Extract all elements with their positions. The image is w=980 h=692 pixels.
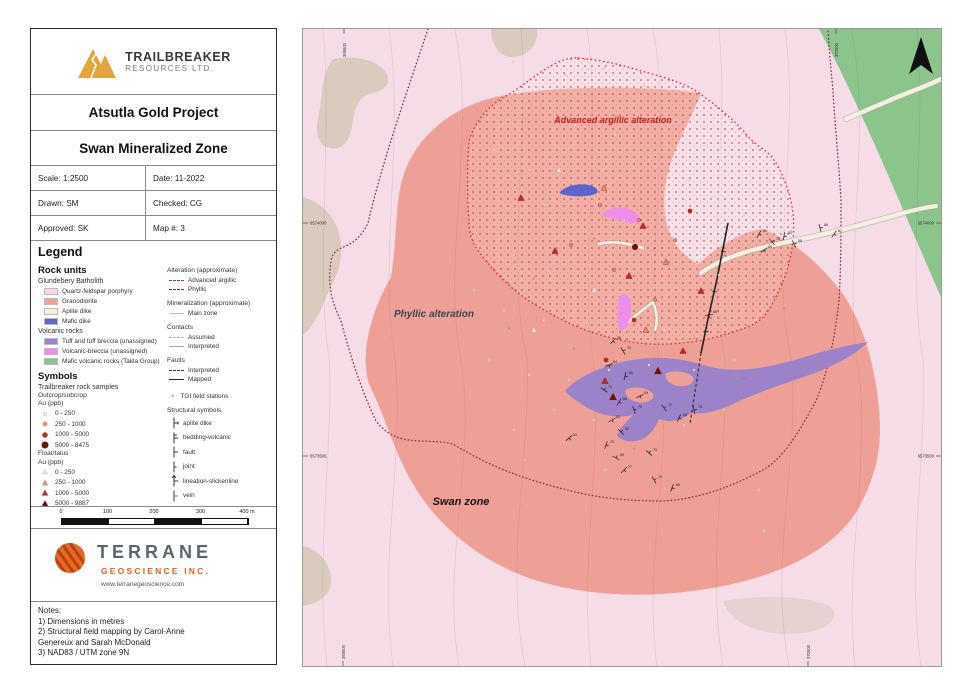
outcrop-sample-point — [569, 243, 572, 246]
dip-value: 62 — [625, 427, 629, 431]
outcrop-class-label: 0 - 250 — [55, 410, 75, 418]
field-station-marker: × — [507, 326, 511, 331]
structural-symbol-glyph — [169, 489, 180, 503]
outcrop-sample-point — [528, 374, 530, 376]
rock-unit-swatch — [44, 318, 58, 325]
rock-unit-swatch — [44, 288, 58, 295]
line-legend-item — [167, 285, 273, 294]
float-class-label: 5000 - 9887 — [55, 500, 90, 507]
title-panel — [30, 28, 277, 665]
field-station-marker: × — [652, 246, 656, 251]
rock-unit-item — [38, 346, 162, 356]
company-logo-block — [31, 29, 276, 95]
dip-value: 71 — [608, 385, 612, 389]
field-station-label: TGI field stations — [180, 393, 229, 400]
float-unit: Au (ppb) — [38, 458, 64, 466]
map-zone-label: Advanced argillic alteration — [554, 115, 672, 125]
outcrop-sample-point — [628, 279, 630, 281]
outcrop-sample-point — [683, 424, 685, 426]
dip-value: 75 — [698, 405, 702, 409]
checked-cell: Checked: CG — [153, 198, 203, 208]
dot-icon — [43, 412, 46, 415]
line-legend-item — [167, 375, 273, 384]
outcrop-sample-point — [608, 369, 610, 371]
outcrop-sample-point — [718, 199, 720, 201]
dip-value: 68 — [683, 413, 687, 417]
dip-value: 80 — [629, 371, 633, 375]
float-class-item — [38, 477, 162, 488]
grid-label: 6573500 — [917, 453, 934, 459]
line-group-heading: Contacts — [167, 324, 194, 331]
approved-cell: Approved: SK — [31, 216, 146, 240]
line-legend-list — [167, 267, 273, 384]
terrane-url: www.terranegeoscience.com — [101, 581, 185, 588]
outcrop-sample-point — [648, 364, 650, 366]
float-class-item — [38, 488, 162, 499]
outcrop-sample-point — [543, 204, 545, 206]
structural-symbols-heading: Structural symbols — [167, 407, 222, 414]
info-row — [31, 216, 276, 241]
field-station-marker: × — [532, 276, 536, 281]
outcrop-sample-point — [513, 254, 515, 256]
rock-unit-label: Quartz-feldspar porphyry — [62, 287, 133, 295]
dip-value: 74 — [610, 440, 614, 444]
rock-unit-item — [38, 336, 162, 346]
float-class-glyph — [38, 488, 52, 498]
rock-unit-swatch — [44, 308, 58, 315]
line-legend-item — [167, 333, 273, 342]
dip-value: 58 — [798, 239, 802, 243]
dip-value: 58 — [617, 336, 621, 340]
structural-symbol-item — [167, 460, 273, 475]
info-row — [31, 166, 276, 191]
dip-value: 77 — [628, 465, 632, 469]
outcrop-sample-point — [693, 369, 695, 371]
grid-label: 369500 — [341, 645, 346, 659]
date-cell: Date: 11-2022 — [153, 173, 205, 183]
outcrop-sample-point — [488, 359, 490, 361]
project-title: Atsutla Gold Project — [31, 95, 276, 131]
scalebar-section — [31, 507, 276, 529]
outcrop-sample-point — [468, 199, 470, 201]
line-sample — [169, 313, 184, 314]
outcrop-sample-point — [653, 298, 656, 301]
outcrop-sample-point — [603, 67, 605, 69]
notes-section — [31, 602, 276, 668]
dip-value: 86 — [824, 223, 828, 227]
structural-symbol-item — [167, 489, 273, 504]
structural-symbol-label: bedding-volcanic — [183, 434, 231, 442]
outcrop-sample-point — [637, 218, 640, 221]
outcrop-sample-point — [718, 274, 720, 276]
rock-unit-swatch — [44, 298, 58, 305]
outcrop-class-item — [38, 440, 162, 451]
outcrop-sample-point — [473, 289, 475, 291]
outcrop-unit: Au (ppb) — [38, 400, 64, 408]
float-class-label: 0 - 250 — [55, 468, 75, 476]
structural-symbol-item — [167, 416, 273, 431]
rock-unit-label: Granodiorite — [62, 297, 98, 305]
dip-value: 80 — [763, 229, 767, 233]
dip-value: 85 — [713, 310, 717, 314]
info-row — [31, 191, 276, 216]
outcrop-sample-point — [648, 159, 650, 161]
grid-label: 6573500 — [310, 453, 327, 459]
line-group-heading: Alteration (approximate) — [167, 267, 238, 274]
grid-label: 6574000 — [310, 220, 327, 226]
note-line: Genereux and Sarah McDonald — [38, 637, 151, 647]
rock-unit-label: Mafic dike — [62, 317, 91, 325]
rock-unit-label: Mafic volcanic rocks (Takla Group) — [62, 357, 160, 365]
scalebar — [61, 518, 249, 525]
company-subtitle: RESOURCES LTD. — [125, 64, 215, 74]
scalebar-tick-label: 400 m — [239, 509, 255, 515]
drawn-cell: Drawn: SM — [31, 191, 146, 215]
outcrop-sample-point — [612, 268, 615, 271]
structural-symbol-label: lineation-slickenline — [183, 477, 239, 485]
structural-symbol-glyph — [169, 416, 180, 430]
map-zone-label: Phyllic alteration — [393, 309, 475, 320]
notes-lines — [38, 617, 276, 659]
float-class-label: 250 - 1000 — [55, 479, 86, 487]
outcrop-sample-point — [535, 109, 537, 111]
outcrop-heading: Outcrop/subcrop — [38, 392, 87, 399]
outcrop-sample-point — [688, 179, 690, 181]
outcrop-sample-point — [632, 318, 636, 322]
mapno-cell: Map #: 3 — [153, 223, 185, 233]
outcrop-sample-point — [548, 269, 550, 271]
sample-classes-list — [38, 392, 162, 507]
line-legend-label: Advanced argillic — [188, 277, 237, 284]
outcrop-sample-point — [723, 319, 725, 321]
outcrop-sample-point — [703, 224, 705, 226]
dot-icon — [42, 442, 49, 449]
float-class-item — [38, 467, 162, 478]
terrane-globe-icon — [55, 543, 85, 573]
dip-value: 79 — [638, 405, 642, 409]
outcrop-sample-point — [743, 214, 745, 216]
rock-unit-label: Aplite dike — [62, 307, 92, 315]
dip-value: 69 — [620, 453, 624, 457]
outcrop-sample-point — [663, 214, 665, 216]
line-sample — [169, 370, 184, 371]
outcrop-sample-point — [588, 264, 590, 266]
dip-value: 59 — [644, 391, 648, 395]
scalebar-tick-label: 100 — [102, 509, 113, 515]
outcrop-class-glyph — [38, 409, 52, 419]
dot-icon — [43, 422, 47, 426]
outcrop-class-glyph — [38, 419, 52, 429]
line-legend-item — [167, 342, 273, 351]
outcrop-class-label: 5000 - 8475 — [55, 441, 90, 449]
note-line: 2) Structural field mapping by Carol-Anne — [38, 627, 185, 637]
line-legend-item — [167, 276, 273, 285]
rock-units-list — [38, 278, 162, 366]
line-legend-label: Phyllic — [188, 286, 207, 293]
rock-unit-item — [38, 316, 162, 326]
field-station-marker: × — [632, 446, 636, 451]
field-station-marker: × — [782, 306, 786, 311]
outcrop-sample-point — [758, 489, 760, 491]
zone-title: Swan Mineralized Zone — [31, 131, 276, 166]
line-legend-label: Interpreted — [188, 343, 219, 350]
map-area — [302, 28, 942, 667]
scalebar-segment — [62, 519, 109, 524]
grid-label: 370000 — [806, 645, 811, 659]
outcrop-class-item — [38, 429, 162, 440]
field-station-marker: × — [572, 346, 576, 351]
outcrop-sample-point — [602, 169, 604, 171]
line-sample — [169, 379, 184, 380]
field-station-marker: × — [692, 336, 696, 341]
line-legend-item — [167, 309, 273, 318]
outcrop-sample-point — [553, 409, 555, 411]
line-sample — [169, 337, 184, 338]
structural-symbol-label: fault — [183, 448, 196, 456]
triangle-icon — [43, 470, 48, 475]
structural-symbols-list — [167, 416, 273, 503]
dip-value: 83 — [616, 415, 620, 419]
legend-left-column — [38, 263, 162, 507]
scalebar-segment — [155, 519, 202, 524]
float-class-glyph — [38, 478, 52, 488]
line-legend-label: Interpreted — [188, 367, 219, 374]
dip-value: 66 — [623, 397, 627, 401]
symbols-heading: Symbols — [38, 371, 78, 382]
dot-icon — [42, 432, 47, 437]
field-station-x-icon: × — [171, 393, 175, 400]
structural-symbol-label: vein — [183, 492, 195, 500]
float-class-label: 1000 - 5000 — [55, 489, 90, 497]
rock-unit-swatch — [44, 348, 58, 355]
scalebar-segment — [109, 519, 156, 524]
rock-unit-swatch — [44, 338, 58, 345]
rock-unit-item — [38, 296, 162, 306]
float-class-glyph — [38, 499, 52, 507]
outcrop-sample-point — [513, 429, 515, 431]
rock-unit-label: Volcanic-breccia (unassigned) — [62, 347, 148, 355]
company-name: TRAILBREAKER — [125, 49, 231, 64]
scalebar-tick-label: 200 — [149, 509, 159, 515]
outcrop-sample-point — [583, 209, 585, 211]
field-station-marker: × — [712, 286, 716, 291]
outcrop-sample-point — [528, 169, 530, 171]
outcrop-sample-point — [568, 379, 570, 381]
outcrop-sample-point — [663, 329, 665, 331]
field-station-legend — [167, 392, 273, 401]
outcrop-sample-point — [493, 149, 495, 151]
outcrop-sample-point — [543, 319, 545, 321]
outcrop-sample-point — [673, 238, 676, 241]
rock-group-name: Volcanic rocks — [38, 328, 83, 335]
structural-symbol-item — [167, 445, 273, 460]
grid-label: 369500 — [342, 43, 347, 57]
outcrop-class-item — [38, 408, 162, 419]
grid-label: 370000 — [834, 43, 839, 57]
scale-cell: Scale: 1:2500 — [31, 166, 146, 190]
outcrop-sample-point — [564, 74, 566, 76]
line-legend-label: Assumed — [188, 334, 215, 341]
dip-value: 70 — [658, 475, 662, 479]
rock-unit-item — [38, 356, 162, 366]
notes-heading: Notes: — [38, 606, 62, 615]
legend-right-column — [167, 267, 273, 503]
line-sample — [169, 280, 184, 281]
triangle-icon — [42, 480, 48, 485]
structural-symbol-glyph — [169, 474, 180, 488]
structural-symbol-glyph — [169, 431, 180, 445]
dip-value: 73 — [653, 448, 657, 452]
outcrop-sample-point — [684, 99, 686, 101]
scalebar-tick-label: 300 — [195, 509, 206, 515]
grid-label: 6574000 — [917, 220, 934, 226]
structural-symbol-glyph — [169, 460, 180, 474]
structural-symbol-glyph — [169, 445, 180, 459]
dip-value: 66 — [676, 483, 680, 487]
outcrop-sample-point — [668, 284, 670, 286]
outcrop-class-label: 250 - 1000 — [55, 420, 86, 428]
outcrop-sample-point — [688, 209, 692, 213]
rock-unit-item — [38, 286, 162, 296]
map-svg — [303, 29, 941, 666]
legend-section — [31, 241, 276, 507]
rock-unit-label: Tuff and tuff breccia (unassigned) — [62, 337, 157, 345]
outcrop-sample-point — [583, 324, 585, 326]
float-heading: Float/talus — [38, 450, 69, 458]
dip-value: 64 — [573, 433, 577, 437]
outcrop-sample-point — [593, 419, 595, 421]
outcrop-sample-point — [512, 61, 514, 63]
outcrop-sample-point — [604, 358, 608, 362]
outcrop-sample-point — [503, 309, 505, 311]
terrane-name: TERRANE — [97, 542, 213, 562]
line-legend-label: Mapped — [188, 376, 212, 383]
outcrop-sample-point — [524, 459, 526, 461]
terrane-logo-block — [31, 529, 276, 602]
line-group-heading: Mineralization (approximate) — [167, 300, 251, 307]
structural-symbol-item — [167, 474, 273, 489]
triangle-icon — [42, 490, 48, 496]
outcrop-sample-point — [623, 219, 625, 221]
triangle-icon — [41, 500, 48, 507]
outcrop-sample-point — [604, 469, 606, 471]
info-grid — [31, 166, 276, 241]
outcrop-sample-point — [763, 530, 765, 532]
rock-units-heading: Rock units — [38, 265, 87, 276]
outcrop-class-label: 1000 - 5000 — [55, 431, 90, 439]
terrane-subtitle: GEOSCIENCE INC. — [101, 566, 211, 576]
note-line: 1) Dimensions in metres — [38, 616, 125, 626]
field-station-marker: × — [592, 236, 596, 241]
dip-value: 72 — [668, 403, 672, 407]
line-sample — [169, 346, 184, 347]
scalebar-segment — [202, 519, 249, 524]
line-legend-item — [167, 366, 273, 375]
outcrop-sample-point — [733, 359, 735, 361]
dip-value: 62 — [788, 231, 792, 235]
rock-unit-item — [38, 306, 162, 316]
note-line: 3) NAD83 / UTM zone 9N — [38, 648, 130, 658]
dip-value: 85 — [768, 245, 772, 249]
trailbreaker-mountains-icon — [76, 44, 118, 80]
structural-symbol-item — [167, 431, 273, 446]
dip-value: 75 — [776, 237, 780, 241]
rock-unit-swatch — [44, 358, 58, 365]
float-class-glyph — [38, 467, 52, 477]
dip-value: 81 — [838, 229, 842, 233]
outcrop-class-glyph — [38, 440, 52, 450]
dip-value: 64 — [613, 360, 617, 364]
outcrop-sample-point — [614, 134, 616, 136]
outcrop-sample-point — [598, 203, 601, 206]
float-class-item — [38, 498, 162, 507]
scalebar-tick-label: 0 — [59, 509, 63, 515]
outcrop-sample-point — [723, 409, 725, 411]
line-sample — [169, 289, 184, 290]
outcrop-class-glyph — [38, 430, 52, 440]
map-zone-label: Swan zone — [432, 496, 490, 508]
legend-heading: Legend — [38, 245, 83, 259]
rock-group-name: Glundebery Batholith — [38, 278, 104, 285]
symbols-subheading: Trailbreaker rock samples — [38, 384, 119, 391]
structural-symbol-label: joint — [183, 463, 195, 471]
outcrop-sample-point — [753, 259, 755, 261]
line-group-heading: Faults — [167, 357, 185, 364]
outcrop-sample-point — [632, 244, 638, 250]
field-station-marker: × — [742, 376, 746, 381]
outcrop-sample-point — [643, 84, 645, 86]
outcrop-class-item — [38, 419, 162, 430]
outcrop-sample-point — [623, 329, 625, 331]
dip-value: 75 — [627, 346, 631, 350]
line-legend-label: Main zone — [188, 310, 218, 317]
structural-symbol-label: aplite dike — [183, 419, 212, 427]
